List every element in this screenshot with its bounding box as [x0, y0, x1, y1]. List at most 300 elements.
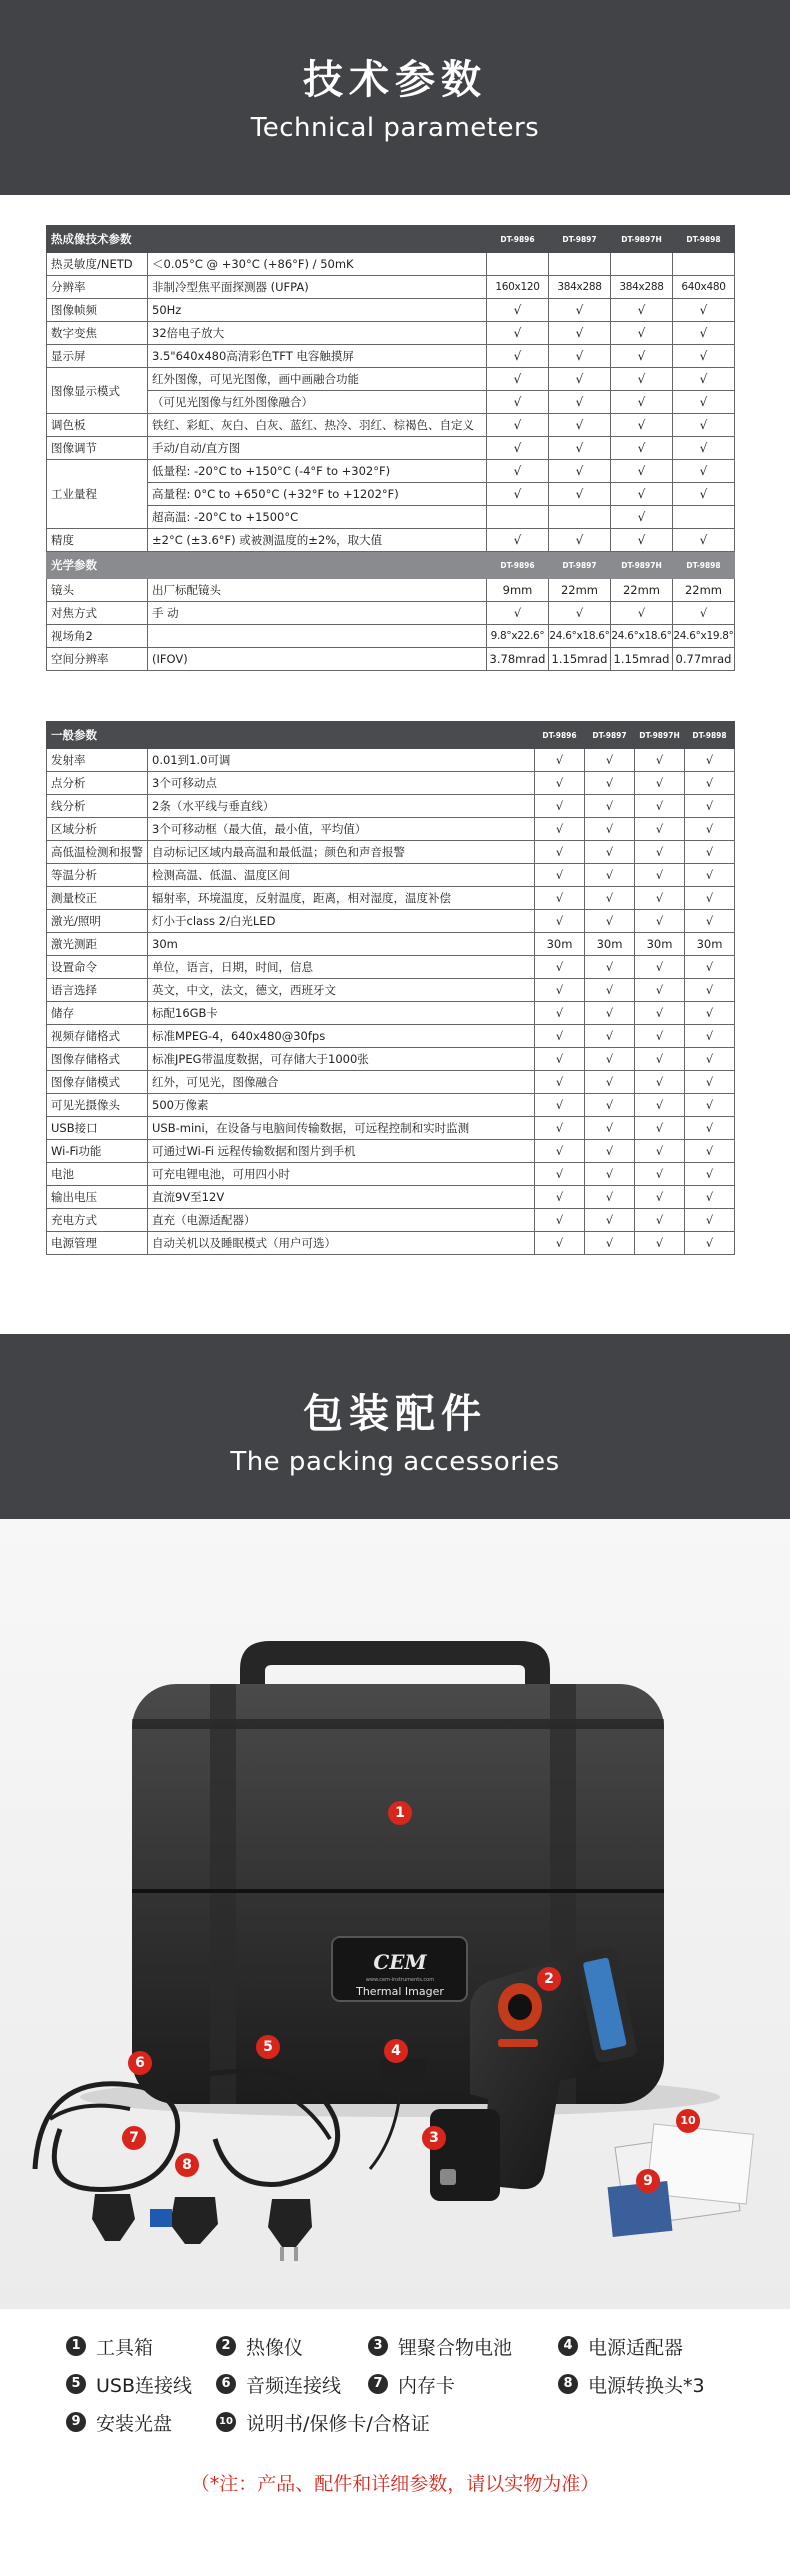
spec-label: 工业量程 [47, 460, 148, 529]
check-mark: √ [685, 1025, 735, 1048]
spec-desc: 可充电锂电池，可用四小时 [148, 1163, 535, 1186]
check-mark: √ [487, 437, 549, 460]
check-mark: √ [585, 1209, 635, 1232]
check-mark: √ [585, 1186, 635, 1209]
spec-value: 3.78mrad [487, 648, 549, 671]
check-mark: √ [535, 1209, 585, 1232]
section-subtitle: Technical parameters [250, 113, 540, 143]
spec-label: 电源管理 [47, 1232, 148, 1255]
check-mark: √ [535, 1002, 585, 1025]
spec-desc: 直流9V至12V [148, 1186, 535, 1209]
check-mark: √ [635, 1209, 685, 1232]
spec-label: 图像帧频 [47, 299, 148, 322]
spec-desc: 单位，语言，日期，时间，信息 [148, 956, 535, 979]
spec-desc: 非制冷型焦平面探测器 (UFPA) [148, 276, 487, 299]
check-mark: √ [549, 322, 611, 345]
table-header-row [47, 722, 735, 749]
check-mark: √ [585, 772, 635, 795]
spec-desc [148, 625, 487, 648]
check-mark: √ [685, 1209, 735, 1232]
check-mark: √ [685, 818, 735, 841]
spec-desc: 标准JPEG带温度数据，可存储大于1000张 [148, 1048, 535, 1071]
spec-value: 24.6°x19.8° [673, 625, 735, 648]
table-row [47, 322, 735, 345]
check-mark: √ [535, 910, 585, 933]
check-mark: √ [549, 345, 611, 368]
check-mark: √ [585, 1140, 635, 1163]
check-mark: √ [673, 437, 735, 460]
check-mark: √ [635, 1117, 685, 1140]
badge-8: 8 [175, 2153, 199, 2177]
spec-desc: （可见光图像与红外图像融合） [148, 391, 487, 414]
spec-label: 输出电压 [47, 1186, 148, 1209]
check-mark: √ [635, 1163, 685, 1186]
spec-desc: 32倍电子放大 [148, 322, 487, 345]
check-mark: √ [635, 1232, 685, 1255]
check-mark: √ [535, 1025, 585, 1048]
check-mark: √ [487, 391, 549, 414]
check-mark: √ [611, 322, 673, 345]
check-mark: √ [685, 795, 735, 818]
battery [430, 2109, 500, 2201]
check-mark: √ [673, 602, 735, 625]
legend-item: 5 USB连接线 [66, 2371, 216, 2398]
check-mark: √ [549, 483, 611, 506]
check-mark: √ [685, 1232, 735, 1255]
spec-desc: 灯小于class 2/白光LED [148, 910, 535, 933]
check-mark: √ [585, 818, 635, 841]
table-row [47, 933, 735, 956]
spec-desc: ＜0.05°C @ +30°C (+86°F) / 50mK [148, 253, 487, 276]
section-title: 包装配件 [303, 1391, 487, 1437]
check-mark: √ [535, 864, 585, 887]
spec-value: 0.77mrad [673, 648, 735, 671]
table-row [47, 345, 735, 368]
spec-label: 等温分析 [47, 864, 148, 887]
check-mark: √ [635, 795, 685, 818]
check-mark: √ [535, 1140, 585, 1163]
spec-desc: (IFOV) [148, 648, 487, 671]
table-row [47, 910, 735, 933]
check-mark: √ [673, 368, 735, 391]
check-mark: √ [611, 345, 673, 368]
check-mark: √ [685, 841, 735, 864]
spec-desc: 手动/自动/直方图 [148, 437, 487, 460]
case-brand: CEM [373, 1950, 427, 1974]
check-mark: √ [685, 749, 735, 772]
check-mark: √ [635, 772, 685, 795]
spec-desc: 3.5"640x480高清彩色TFT 电容触摸屏 [148, 345, 487, 368]
check-mark: √ [635, 1071, 685, 1094]
spec-desc: 铁红、彩虹、灰白、白灰、蓝红、热冷、羽红、棕褐色、自定义 [148, 414, 487, 437]
legend-item: 10 说明书/保修卡/合格证 [216, 2409, 430, 2436]
spec-desc: 超高温: -20°C to +1500°C [148, 506, 487, 529]
check-mark: √ [535, 1071, 585, 1094]
check-mark: √ [535, 818, 585, 841]
check-mark: √ [585, 887, 635, 910]
check-mark: √ [549, 414, 611, 437]
spec-desc: 标准MPEG-4，640x480@30fps [148, 1025, 535, 1048]
table-row [47, 864, 735, 887]
spec-label: 镜头 [47, 579, 148, 602]
spec-label: 语言选择 [47, 979, 148, 1002]
spec-desc: 辐射率，环境温度，反射温度，距离，相对湿度，温度补偿 [148, 887, 535, 910]
table-row [47, 1117, 735, 1140]
check-mark: √ [549, 299, 611, 322]
spec-label: 激光/照明 [47, 910, 148, 933]
spec-desc: 2条（水平线与垂直线） [148, 795, 535, 818]
spec-value: 22mm [611, 579, 673, 602]
spec-value [487, 506, 549, 529]
spec-label: 显示屏 [47, 345, 148, 368]
table-row [47, 1209, 735, 1232]
check-mark: √ [535, 1117, 585, 1140]
accessories-illustration [0, 1519, 790, 2309]
spec-label: 高低温检测和报警 [47, 841, 148, 864]
legend-item: 4 电源适配器 [558, 2333, 748, 2360]
badge-10: 10 [676, 2109, 700, 2133]
spec-value: 9.8°x22.6° [487, 625, 549, 648]
model-header: DT-9898 [673, 226, 735, 253]
legend-item: 3 锂聚合物电池 [368, 2333, 558, 2360]
badge-1: 1 [388, 1801, 412, 1825]
table-row [47, 299, 735, 322]
power-adapter [380, 2059, 426, 2093]
table-row [47, 887, 735, 910]
check-mark: √ [585, 1232, 635, 1255]
table-row [47, 1140, 735, 1163]
spec-label: 视频存储格式 [47, 1025, 148, 1048]
table-row [47, 1071, 735, 1094]
check-mark: √ [635, 1140, 685, 1163]
check-mark: √ [635, 818, 685, 841]
accessories-banner [0, 1334, 790, 1519]
check-mark: √ [611, 602, 673, 625]
check-mark: √ [549, 437, 611, 460]
check-mark: √ [487, 529, 549, 552]
check-mark: √ [487, 345, 549, 368]
check-mark: √ [685, 1048, 735, 1071]
table-header-row [47, 226, 735, 253]
legend-item: 6 音频连接线 [216, 2371, 368, 2398]
model-header: DT-9897H [611, 226, 673, 253]
badge-2: 2 [537, 1967, 561, 1991]
check-mark: √ [535, 1232, 585, 1255]
spec-label: 图像显示模式 [47, 368, 148, 414]
check-mark: √ [685, 1002, 735, 1025]
check-mark: √ [535, 1186, 585, 1209]
spec-value: 160x120 [487, 276, 549, 299]
accessories-legend [0, 2309, 790, 2441]
check-mark: √ [635, 1094, 685, 1117]
table-row [47, 506, 735, 529]
table-row [47, 625, 735, 648]
model-header: DT-9896 [487, 226, 549, 253]
check-mark: √ [585, 1071, 635, 1094]
check-mark: √ [585, 1163, 635, 1186]
table-row [47, 1163, 735, 1186]
spec-value: 9mm [487, 579, 549, 602]
spec-label: 图像调节 [47, 437, 148, 460]
model-header: DT-9896 [487, 552, 549, 579]
model-header: DT-9896 [535, 722, 585, 749]
check-mark: √ [585, 795, 635, 818]
spec-label: 精度 [47, 529, 148, 552]
spec-label: 设置命令 [47, 956, 148, 979]
spec-value [673, 253, 735, 276]
spec-value [611, 253, 673, 276]
check-mark: √ [535, 749, 585, 772]
spec-label: Wi-Fi功能 [47, 1140, 148, 1163]
check-mark: √ [535, 1163, 585, 1186]
spec-label: 储存 [47, 1002, 148, 1025]
check-mark: √ [535, 1094, 585, 1117]
spec-label: 对焦方式 [47, 602, 148, 625]
check-mark: √ [673, 483, 735, 506]
check-mark: √ [487, 602, 549, 625]
spec-value: 384x288 [549, 276, 611, 299]
spec-value [549, 253, 611, 276]
legend-item: 8 电源转换头*3 [558, 2371, 748, 2398]
spec-label: 测量校正 [47, 887, 148, 910]
spec-desc: 0.01到1.0可调 [148, 749, 535, 772]
table-row [47, 1094, 735, 1117]
table-row [47, 483, 735, 506]
check-mark: √ [635, 841, 685, 864]
check-mark: √ [685, 1071, 735, 1094]
spec-label: 点分析 [47, 772, 148, 795]
accessories-photo [0, 1519, 790, 2309]
check-mark: √ [535, 956, 585, 979]
check-mark: √ [673, 345, 735, 368]
check-mark: √ [685, 772, 735, 795]
check-mark: √ [535, 887, 585, 910]
table-row [47, 437, 735, 460]
check-mark: √ [635, 1048, 685, 1071]
table-row [47, 956, 735, 979]
table-row [47, 529, 735, 552]
spec-value [549, 506, 611, 529]
spec-desc: 自动标记区域内最高温和最低温；颜色和声音报警 [148, 841, 535, 864]
check-mark: √ [673, 299, 735, 322]
legend-item: 9 安装光盘 [66, 2409, 216, 2436]
check-mark: √ [585, 979, 635, 1002]
case-product: Thermal Imager [356, 1985, 444, 1998]
table-row [47, 648, 735, 671]
table-row [47, 1232, 735, 1255]
tech-params-banner [0, 0, 790, 195]
table-header: 一般参数 [47, 722, 535, 749]
model-header: DT-9897H [635, 722, 685, 749]
spec-desc: ±2°C (±3.6°F) 或被测温度的±2%，取大值 [148, 529, 487, 552]
check-mark: √ [673, 529, 735, 552]
model-header: DT-9897 [549, 552, 611, 579]
check-mark: √ [673, 322, 735, 345]
check-mark: √ [635, 956, 685, 979]
check-mark: √ [685, 1140, 735, 1163]
memory-card [150, 2209, 172, 2227]
spec-label: 可见光摄像头 [47, 1094, 148, 1117]
spec-value: 24.6°x18.6° [549, 625, 611, 648]
thermal-spec-table [46, 225, 735, 671]
check-mark: √ [685, 1186, 735, 1209]
toolbox-handle [240, 1641, 550, 1689]
spec-desc: 50Hz [148, 299, 487, 322]
check-mark: √ [673, 460, 735, 483]
check-mark: √ [585, 1002, 635, 1025]
table-row [47, 1002, 735, 1025]
check-mark: √ [585, 1048, 635, 1071]
spec-desc: 手 动 [148, 602, 487, 625]
model-header: DT-9897 [585, 722, 635, 749]
spec-tables [0, 195, 790, 1255]
spec-desc: 3个可移动框（最大值，最小值，平均值） [148, 818, 535, 841]
plug-adapter [92, 2194, 135, 2241]
case-url: www.cem-instruments.com [365, 1977, 435, 1983]
spec-desc: 直充（电源适配器） [148, 1209, 535, 1232]
spec-label: 激光测距 [47, 933, 148, 956]
check-mark: √ [673, 414, 735, 437]
table-row [47, 579, 735, 602]
check-mark: √ [611, 529, 673, 552]
badge-3: 3 [422, 2126, 446, 2150]
check-mark: √ [635, 979, 685, 1002]
check-mark: √ [487, 483, 549, 506]
check-mark: √ [535, 841, 585, 864]
spec-desc: 检测高温、低温、温度区间 [148, 864, 535, 887]
check-mark: √ [635, 749, 685, 772]
check-mark: √ [585, 910, 635, 933]
check-mark: √ [487, 322, 549, 345]
section-title: 技术参数 [303, 57, 487, 103]
spec-value: 1.15mrad [549, 648, 611, 671]
table-row [47, 1186, 735, 1209]
spec-desc: 3个可移动点 [148, 772, 535, 795]
spec-value: 30m [635, 933, 685, 956]
table-row [47, 276, 735, 299]
legend-item: 2 热像仪 [216, 2333, 368, 2360]
spec-desc: 红外图像，可见光图像，画中画融合功能 [148, 368, 487, 391]
spec-label: 图像存储格式 [47, 1048, 148, 1071]
section-subtitle: The packing accessories [230, 1447, 560, 1477]
badge-4: 4 [384, 2039, 408, 2063]
spec-label: 发射率 [47, 749, 148, 772]
table-row [47, 795, 735, 818]
table-row [47, 391, 735, 414]
check-mark: √ [635, 864, 685, 887]
spec-label: 空间分辨率 [47, 648, 148, 671]
spec-value: 24.6°x18.6° [611, 625, 673, 648]
spec-label: 电池 [47, 1163, 148, 1186]
check-mark: √ [585, 841, 635, 864]
legend-item: 1 工具箱 [66, 2333, 216, 2360]
spec-value [673, 506, 735, 529]
badge-9: 9 [636, 2169, 660, 2193]
check-mark: √ [585, 1117, 635, 1140]
check-mark: √ [685, 979, 735, 1002]
spec-value [487, 253, 549, 276]
spec-label: USB接口 [47, 1117, 148, 1140]
table-header: 光学参数 [47, 552, 487, 579]
spec-desc: 标配16GB卡 [148, 1002, 535, 1025]
check-mark: √ [549, 529, 611, 552]
spec-label: 分辨率 [47, 276, 148, 299]
spec-label: 视场角2 [47, 625, 148, 648]
check-mark: √ [685, 1163, 735, 1186]
model-header: DT-9897H [611, 552, 673, 579]
check-mark: √ [685, 956, 735, 979]
table-header: 热成像技术参数 [47, 226, 487, 253]
check-mark: √ [685, 1094, 735, 1117]
spec-desc: 红外，可见光，图像融合 [148, 1071, 535, 1094]
check-mark: √ [611, 483, 673, 506]
badge-6: 6 [128, 2051, 152, 2075]
spec-desc: 30m [148, 933, 535, 956]
check-mark: √ [611, 391, 673, 414]
legend-item: 7 内存卡 [368, 2371, 558, 2398]
spec-value: 22mm [549, 579, 611, 602]
check-mark: √ [611, 368, 673, 391]
check-mark: √ [611, 299, 673, 322]
check-mark: √ [635, 910, 685, 933]
check-mark: √ [685, 887, 735, 910]
table-row [47, 818, 735, 841]
check-mark: √ [585, 1094, 635, 1117]
spec-desc: 可通过Wi-Fi 远程传输数据和图片到手机 [148, 1140, 535, 1163]
spec-label: 区域分析 [47, 818, 148, 841]
table-header-row [47, 552, 735, 579]
spec-label: 线分析 [47, 795, 148, 818]
check-mark: √ [635, 1025, 685, 1048]
check-mark: √ [685, 864, 735, 887]
check-mark: √ [549, 602, 611, 625]
check-mark: √ [585, 1025, 635, 1048]
table-row [47, 772, 735, 795]
check-mark: √ [673, 391, 735, 414]
table-row [47, 414, 735, 437]
model-header: DT-9898 [673, 552, 735, 579]
check-mark: √ [635, 1002, 685, 1025]
badge-7: 7 [122, 2126, 146, 2150]
check-mark: √ [535, 772, 585, 795]
spec-value: 30m [535, 933, 585, 956]
check-mark: √ [535, 979, 585, 1002]
table-row [47, 1048, 735, 1071]
table-row [47, 841, 735, 864]
spec-value: 22mm [673, 579, 735, 602]
check-mark: √ [611, 437, 673, 460]
spec-label: 充电方式 [47, 1209, 148, 1232]
table-row [47, 460, 735, 483]
model-header: DT-9898 [685, 722, 735, 749]
check-mark: √ [585, 749, 635, 772]
check-mark: √ [487, 299, 549, 322]
table-row [47, 749, 735, 772]
table-row [47, 602, 735, 625]
general-spec-table [46, 721, 735, 1255]
check-mark: √ [487, 368, 549, 391]
spec-desc: 500万像素 [148, 1094, 535, 1117]
check-mark: √ [611, 414, 673, 437]
check-mark: √ [535, 1048, 585, 1071]
check-mark: √ [549, 368, 611, 391]
spec-label: 图像存储模式 [47, 1071, 148, 1094]
spec-desc: 出厂标配镜头 [148, 579, 487, 602]
check-mark: √ [487, 460, 549, 483]
check-mark: √ [611, 460, 673, 483]
check-mark: √ [585, 864, 635, 887]
spec-desc: 高量程: 0°C to +650°C (+32°F to +1202°F) [148, 483, 487, 506]
